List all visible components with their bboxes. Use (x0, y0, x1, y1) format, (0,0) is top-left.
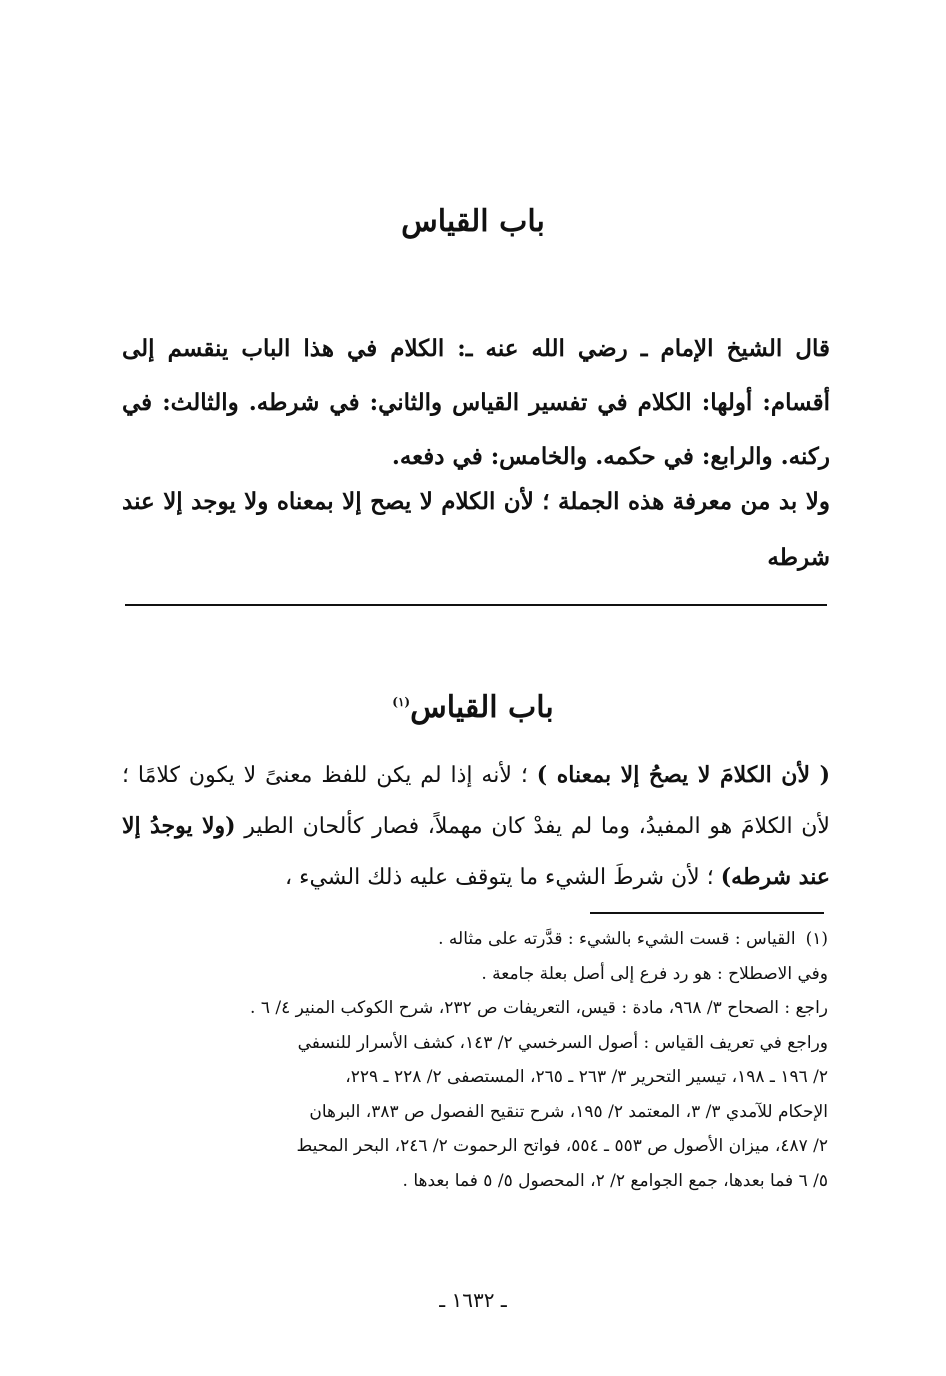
sharh-title-text: باب القياس (410, 690, 554, 725)
footnote-marker: (١) (392, 695, 411, 709)
footnote-divider (590, 912, 824, 914)
quoted-matn-1: ( لأن الكلامَ لا يصحُ إلا بمعناه ) (536, 762, 831, 788)
footnote-line: ٥/ ٦ فما بعدها، جمع الجوامع ٢/ ٢، المحصول ٥/ ٥ فما بعدها . (402, 1170, 828, 1191)
footnote-line: وراجع في تعريف القياس : أصول السرخسي ٢/ ١٤٣، كشف الأسرار للنسفي (297, 1032, 828, 1053)
footnote-line: الإحكام للآمدي ٣/ ٣، المعتمد ٢/ ١٩٥، شرح تنقيح الفصول ص ٣٨٣، البرهان (309, 1101, 828, 1122)
footnote-line: راجع : الصحاح ٣/ ٩٦٨، مادة : قيس، التعريفات ص ٢٣٢، شرح الكوكب المنير ٤/ ٦ . (250, 998, 828, 1018)
footnote-line: ٢/ ١٩٦ ـ ١٩٨، تيسير التحرير ٣/ ٢٦٣ ـ ٢٦٥، المستصفى ٢/ ٢٢٨ ـ ٢٢٩، (345, 1067, 828, 1087)
sharh-title (0, 690, 946, 725)
footnote-text: القياس : قست الشيء بالشيء : قدَّرته على مثاله . (438, 929, 796, 949)
matn-paragraph-2: ولا بد من معرفة هذه الجملة ؛ لأن الكلام لا يصح إلا بمعناه ولا يوجد إلا عند شرطه (122, 488, 830, 571)
sharh-paragraph (122, 750, 830, 903)
matn-title: باب القياس (401, 204, 545, 239)
quoted-matn-2: (ولا يوجدُ إلا عند شرطه) (122, 813, 830, 890)
section-divider (125, 604, 827, 606)
commentary-1: ؛ لأنه إذا لم يكن للفظ معنىً لا يكون كلامًا ؛ لأن الكلامَ هو المفيدُ، وما لم يفدْ كان مهملاً، فصار كألحان الطير (122, 763, 830, 839)
page-number: ـ ١٦٣٢ ـ (439, 1288, 507, 1312)
footnote-line: وفي الاصطلاح : هو رد فرع إلى أصل بعلة جامعة . (481, 963, 828, 984)
footnote-line (122, 922, 828, 957)
footnotes (122, 922, 828, 1198)
footnote-number: (١) (805, 929, 828, 949)
commentary-2: ؛ لأن شرطَ الشيء ما يتوقف عليه ذلك الشيء ، (285, 865, 714, 890)
matn-paragraph-1: قال الشيخ الإمام ـ رضي الله عنه ـ: الكلام في هذا الباب ينقسم إلى أقسام: أولها: الكلام في تفسير القياس والثاني: في شرطه. والثالث: في ركنه. والرابع: في حكمه. والخامس: في دفعه. (122, 335, 830, 470)
footnote-line: ٢/ ٤٨٧، ميزان الأصول ص ٥٥٣ ـ ٥٥٤، فواتح الرحموت ٢/ ٢٤٦، البحر المحيط (296, 1136, 828, 1156)
